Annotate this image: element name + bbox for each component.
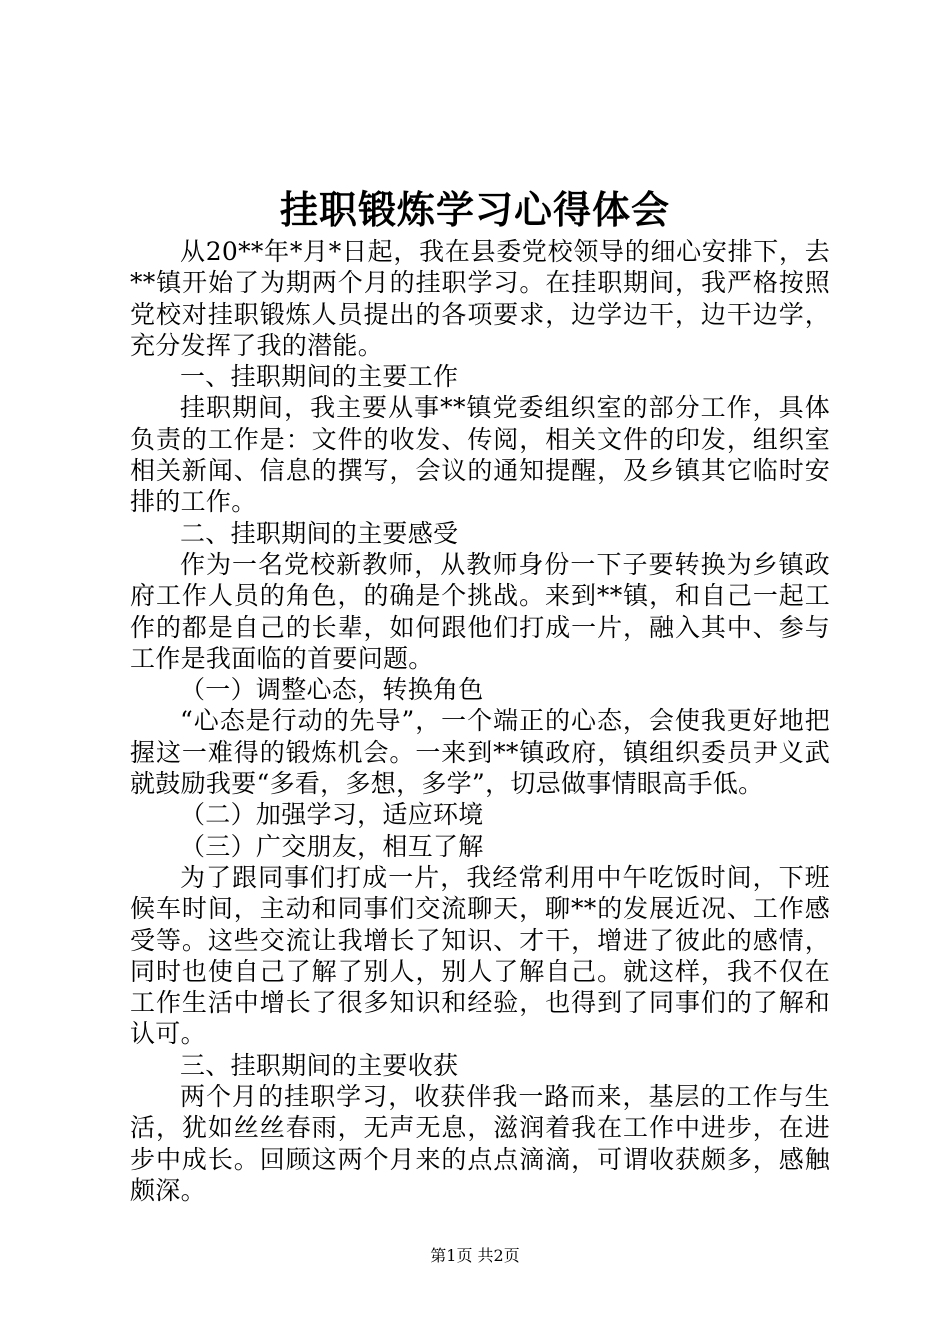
subheading-adjust-mindset: （一）调整心态，转换角色 xyxy=(180,675,484,705)
subheading-strengthen-study: （二）加强学习，适应环境 xyxy=(180,800,484,830)
section-heading-main-feelings: 二、挂职期间的主要感受 xyxy=(180,518,459,548)
section-heading-main-work: 一、挂职期间的主要工作 xyxy=(180,362,459,392)
paragraph-main-work: 挂职期间，我主要从事**镇党委组织室的部分工作，具体负责的工作是：文件的收发、传阅，相关文件的印发，组织室相关新闻、信息的撰写，会议的通知提醒，及乡镇其它临时安排的工作。 xyxy=(130,393,830,517)
section-heading-main-gains: 三、挂职期间的主要收获 xyxy=(180,1050,459,1080)
document-title: 挂职锻炼学习心得体会 xyxy=(279,188,670,232)
paragraph-make-friends: 为了跟同事们打成一片，我经常利用中午吃饭时间，下班候车时间，主动和同事们交流聊天，聊**的发展近况、工作感受等。这些交流让我增长了知识、才干，增进了彼此的感情，同时也使自己了解了别人，别人了解自己。就这样，我不仅在工作生活中增长了很多知识和经验，也得到了同事们的了解和认可。 xyxy=(130,862,830,1049)
page-number-footer: 第1页 共2页 xyxy=(430,1246,520,1265)
subheading-make-friends: （三）广交朋友，相互了解 xyxy=(180,831,484,861)
paragraph-intro: 从20**年*月*日起，我在县委党校领导的细心安排下，去**镇开始了为期两个月的挂职学习。在挂职期间，我严格按照党校对挂职锻炼人员提出的各项要求，边学边干，边干边学，充分发挥了我的潜能。 xyxy=(130,237,830,360)
paragraph-main-gains: 两个月的挂职学习，收获伴我一路而来，基层的工作与生活，犹如丝丝春雨，无声无息，滋润着我在工作中进步，在进步中成长。回顾这两个月来的点点滴滴，可谓收获颇多，感触颇深。 xyxy=(130,1082,830,1205)
document-body xyxy=(130,236,830,1206)
paragraph-adjust-mindset: “心态是行动的先导”，一个端正的心态，会使我更好地把握这一难得的锻炼机会。一来到**镇政府，镇组织委员尹义武就鼓励我要“多看，多想，多学”，切忌做事情眼高手低。 xyxy=(130,706,830,799)
paragraph-main-feelings: 作为一名党校新教师，从教师身份一下子要转换为乡镇政府工作人员的角色，的确是个挑战。来到**镇，和自己一起工作的都是自己的长辈，如何跟他们打成一片，融入其中、参与工作是我面临的首要问题。 xyxy=(130,549,830,673)
